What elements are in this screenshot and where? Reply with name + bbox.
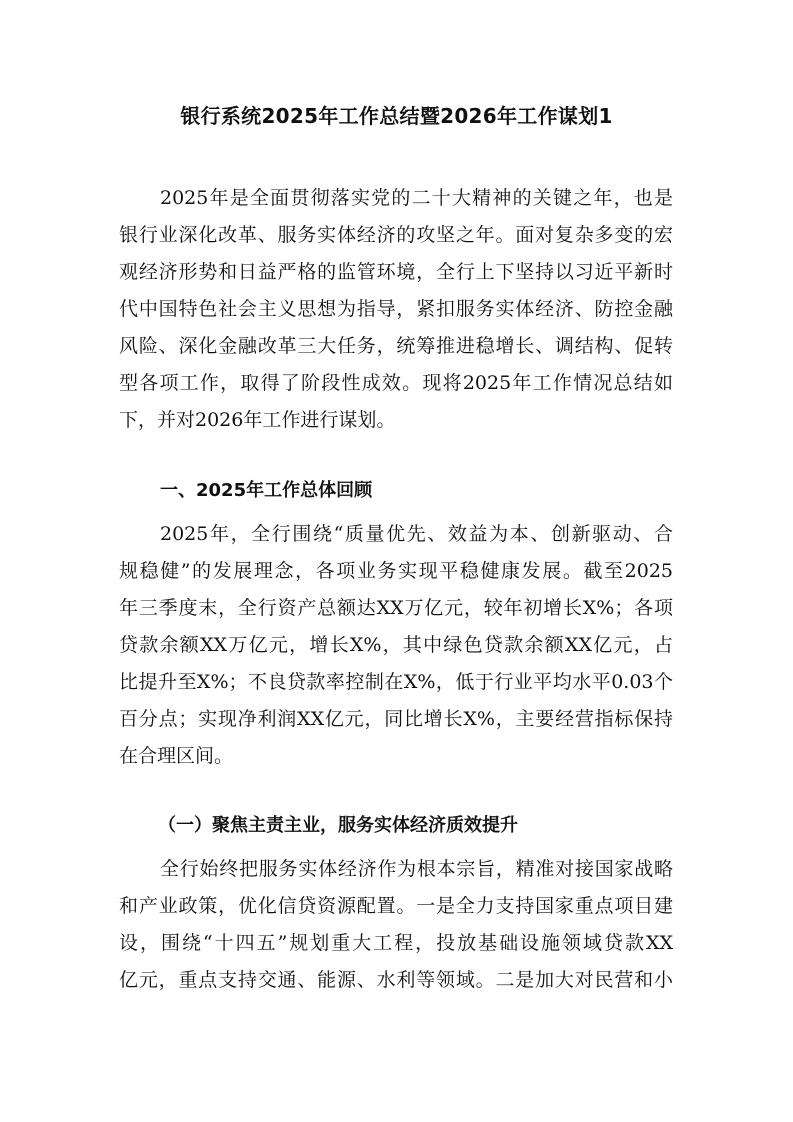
paragraph-line: 在合理区间。 (119, 745, 234, 767)
paragraph-line: 下，并对2026年工作进行谋划。 (119, 409, 396, 431)
paragraph-line: 型各项工作，取得了阶段性成效。现将2025年工作情况总结如 (119, 372, 673, 394)
paragraph-line: 风险、深化金融改革三大任务，统筹推进稳增长、调结构、促转 (119, 335, 673, 357)
paragraph-line: 年三季度末，全行资产总额达XX万亿元，较年初增长X%；各项 (119, 597, 673, 619)
paragraph-line: 全行始终把服务实体经济作为根本宗旨，精准对接国家战略 (160, 858, 673, 880)
paragraph-line: 规稳健”的发展理念，各项业务实现平稳健康发展。截至2025 (119, 560, 673, 582)
paragraph-line: 银行业深化改革、服务实体经济的攻坚之年。面对复杂多变的宏 (119, 224, 673, 246)
paragraph-line: 百分点；实现净利润XX亿元，同比增长X%，主要经营指标保持 (119, 708, 673, 730)
section-heading: 一、2025年工作总体回顾 (160, 480, 373, 501)
document-title: 银行系统2025年工作总结暨2026年工作谋划1 (180, 104, 613, 128)
paragraph-line: 2025年，全行围绕“质量优先、效益为本、创新驱动、合 (160, 523, 673, 545)
paragraph-line: 比提升至X%；不良贷款率控制在X%，低于行业平均水平0.03个 (119, 671, 673, 693)
paragraph-line: 2025年是全面贯彻落实党的二十大精神的关键之年，也是 (160, 187, 673, 209)
paragraph-line: 观经济形势和日益严格的监管环境，全行上下坚持以习近平新时 (119, 261, 673, 283)
paragraph-line: 亿元，重点支持交通、能源、水利等领域。二是加大对民营和小 (119, 969, 673, 991)
paragraph-line: 贷款余额XX万亿元，增长X%，其中绿色贷款余额XX亿元，占 (119, 634, 673, 656)
paragraph-line: 代中国特色社会主义思想为指导，紧扣服务实体经济、防控金融 (119, 298, 673, 320)
paragraph-line: 和产业政策，优化信贷资源配置。一是全力支持国家重点项目建 (119, 895, 673, 917)
subsection-heading: （一）聚焦主责主业，服务实体经济质效提升 (158, 815, 518, 836)
paragraph-line: 设，围绕“十四五”规划重大工程，投放基础设施领域贷款XX (119, 932, 673, 954)
